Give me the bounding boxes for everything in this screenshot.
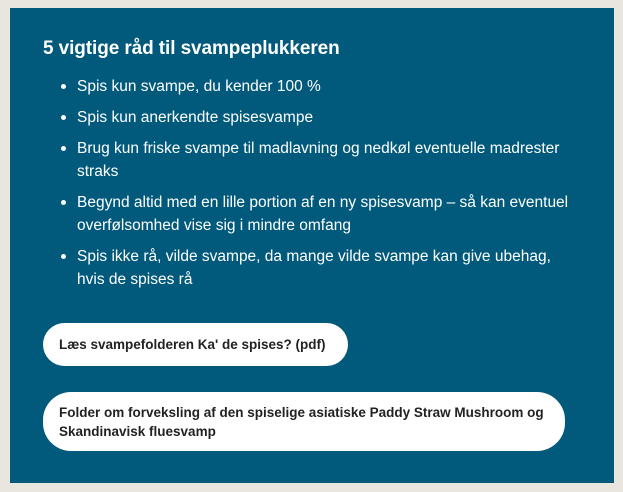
tip-item — [43, 106, 581, 129]
read-mushroom-folder-pdf-button[interactable]: Læs svampefolderen Ka' de spises? (pdf) — [43, 323, 348, 366]
tip-text: Begynd altid med en lille portion af en ny spisesvamp – så kan eventuel overfølsomhed vise sig i mindre omfang — [77, 194, 569, 234]
tip-text: Spis kun svampe, du kender 100 % — [77, 78, 321, 95]
tip-text: Spis kun anerkendte spisesvampe — [77, 109, 314, 126]
bullet-icon — [61, 200, 66, 205]
tip-item — [43, 245, 581, 291]
bullet-icon — [61, 254, 66, 259]
paddy-straw-confusion-folder-button[interactable]: Folder om forveksling af den spiselige asiatiske Paddy Straw Mushroom og Skandinavisk fluesvamp — [43, 392, 565, 451]
bullet-icon — [61, 84, 66, 89]
tips-list — [43, 75, 581, 291]
tip-item — [43, 191, 581, 237]
bullet-icon — [61, 115, 66, 120]
tip-text: Brug kun friske svampe til madlavning og nedkøl eventuelle madrester straks — [77, 140, 560, 180]
tip-item — [43, 137, 581, 183]
bullet-icon — [61, 146, 66, 151]
mushroom-tips-panel — [10, 8, 614, 483]
tip-text: Spis ikke rå, vilde svampe, da mange vilde svampe kan give ubehag, hvis de spises rå — [77, 248, 551, 288]
panel-title: 5 vigtige råd til svampeplukkeren — [43, 38, 340, 59]
tip-item — [43, 75, 581, 98]
